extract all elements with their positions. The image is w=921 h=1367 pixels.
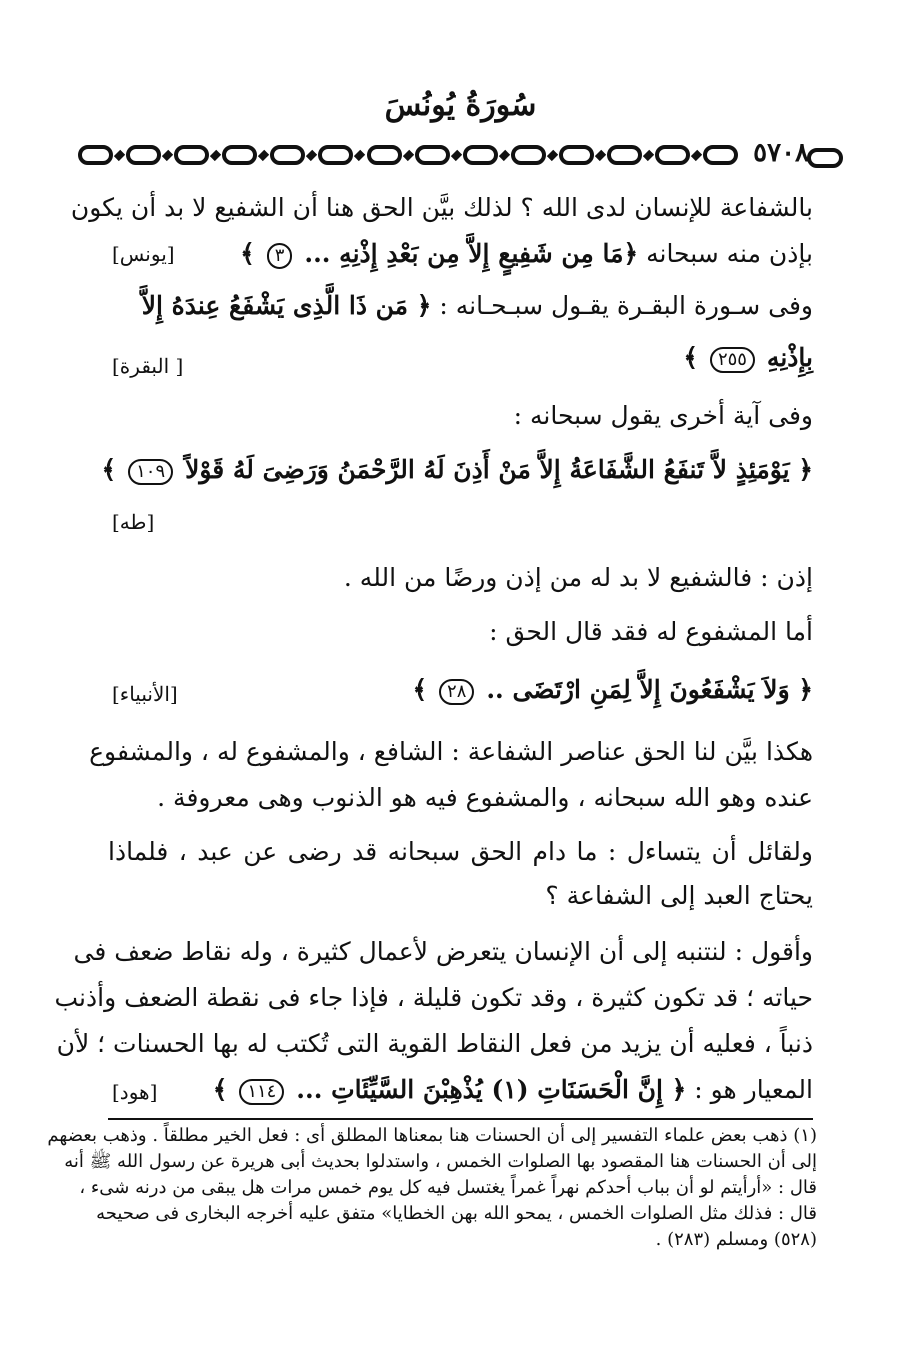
ornament-diamond	[547, 149, 558, 160]
ornament-oval	[78, 145, 113, 165]
ornament-diamond	[114, 149, 125, 160]
footnote-line: قال : فذلك مثل الصلوات الخمس ، يمحو الله بهن الخطايا» متفق عليه أخرجه البخارى فى صحيحه	[96, 1203, 817, 1224]
ornament-diamond	[258, 149, 269, 160]
quran-verse: ﴿ مَن ذَا الَّذِى يَشْفَعُ عِندَهُ إِلاَّ	[141, 291, 432, 320]
verse-end-bracket: ﴾	[212, 1075, 228, 1104]
quran-verse: ﴿ إِنَّ الْحَسَنَاتِ (١) يُذْهِبْنَ السَّيِّئَاتِ ...	[296, 1075, 687, 1104]
ornament-diamond	[210, 149, 221, 160]
ornament-oval	[270, 145, 305, 165]
text-line: بالشفاعة للإنسان لدى الله ؟ لذلك بيَّن الحق هنا أن الشفيع لا بد أن يكون	[70, 193, 813, 222]
text-line: وأقول : لنتنبه إلى أن الإنسان يتعرض لأعمال كثيرة ، وله نقاط ضعف فى	[73, 937, 813, 966]
ornament-diamond	[499, 149, 510, 160]
ornament-oval	[655, 145, 690, 165]
verse-end-bracket: ﴾	[240, 239, 255, 268]
surah-reference: [طه]	[112, 510, 155, 534]
ornament-diamond	[354, 149, 365, 160]
quran-verse: بِإِذْنِهِ	[766, 343, 813, 372]
quran-verse: ﴿ يَوْمَئِذٍ لاَّ تَنفَعُ الشَّفَاعَةُ إِلاَّ مَنْ أَذِنَ لَهُ الرَّحْمَنُ وَرَضِىَ لَهُ قَوْلاً	[185, 455, 813, 484]
footnote-line: (٥٢٨) ومسلم (٢٨٣) .	[655, 1229, 817, 1250]
quran-verse: ﴿ وَلاَ يَشْفَعُونَ إِلاَّ لِمَنِ ارْتَضَى ..	[486, 675, 813, 704]
ayah-number: ١١٤	[239, 1079, 284, 1105]
surah-reference: [ البقرة]	[112, 354, 184, 378]
ornament-oval	[415, 145, 450, 165]
ornament-diamond	[402, 149, 413, 160]
ornament-end-oval	[807, 148, 843, 168]
ornament-diamond	[450, 149, 461, 160]
text-line: عنده وهو الله سبحانه ، والمشفوع فيه هو الذنوب وهى معروفة .	[157, 783, 813, 812]
quran-verse: ﴿مَا مِن شَفِيعٍ إِلاَّ مِن بَعْدِ إِذْنِهِ ...	[304, 239, 639, 268]
ornament-diamond	[595, 149, 606, 160]
page-number: ٥٧٠٨	[753, 138, 809, 168]
text-line: وفى آية أخرى يقول سبحانه :	[513, 401, 813, 430]
text: المعيار هو :	[694, 1075, 813, 1104]
surah-reference: [الأنبياء]	[112, 682, 178, 706]
footnote-line: قال : «أرأيتم لو أن بباب أحدكم نهراً غمراً يغتسل فيه كل يوم خمس مرات هل يبقى من درنه شىء ،	[79, 1177, 817, 1198]
ornament-diamond	[306, 149, 317, 160]
ornament-oval	[607, 145, 642, 165]
ornament-oval	[703, 145, 738, 165]
verse-end-bracket: ﴾	[101, 455, 117, 484]
ornament-oval	[318, 145, 353, 165]
text-line: إذن : فالشفيع لا بد له من إذن ورضًا من الله .	[343, 563, 813, 592]
ayah-number: ٢٨	[439, 679, 474, 705]
text-line: ذنباً ، فعليه أن يزيد من فعل النقاط القوية التى تُكتب له بها الحسنات ؛ لأن	[56, 1029, 813, 1058]
text-line-with-verse	[108, 288, 813, 324]
surah-reference: [هود]	[112, 1080, 158, 1104]
text-line: حياته ؛ قد تكون كثيرة ، وقد تكون قليلة ، فإذا جاء فى نقطة الضعف وأذنب	[54, 983, 813, 1012]
ayah-number: ٢٥٥	[710, 347, 755, 373]
ornament-oval	[174, 145, 209, 165]
ornament-diamond	[162, 149, 173, 160]
text-line: هكذا بيَّن لنا الحق عناصر الشفاعة : الشافع ، والمشفوع له ، والمشفوع	[89, 737, 813, 766]
header-ornament	[78, 138, 843, 172]
footnote-line: إلى أن الحسنات هنا المقصود بها الصلوات الخمس ، واستدلوا بحديث أبى هريرة عن رسول الله ﷺ أنه	[64, 1151, 817, 1172]
text-line-with-verse	[108, 236, 813, 272]
ornament-oval	[126, 145, 161, 165]
text-line: يحتاج العبد إلى الشفاعة ؟	[545, 881, 813, 910]
ornament-oval	[511, 145, 546, 165]
ornament-oval	[559, 145, 594, 165]
text: وفى سـورة البقـرة يقـول سبـحـانه :	[439, 291, 813, 320]
footnote-divider	[108, 1118, 813, 1120]
footnote-line: (١) ذهب بعض علماء التفسير إلى أن الحسنات هنا بمعناها المطلق أى : فعل الخير مطلقاً . وذهب بعضهم	[47, 1125, 817, 1146]
ornament-oval	[222, 145, 257, 165]
text-line: أما المشفوع له فقد قال الحق :	[489, 617, 813, 646]
text-line-with-verse	[108, 1072, 813, 1108]
verse-line	[108, 340, 813, 376]
verse-end-bracket: ﴾	[412, 675, 428, 704]
ayah-number: ٣	[267, 243, 293, 269]
ornament-diamond	[691, 149, 702, 160]
surah-reference: [يونس]	[112, 242, 175, 266]
ornament-chain	[78, 146, 738, 164]
ornament-diamond	[643, 149, 654, 160]
ornament-oval	[367, 145, 402, 165]
verse-line	[108, 672, 813, 708]
text: بإذن منه سبحانه	[646, 239, 813, 268]
verse-line	[101, 452, 813, 488]
ornament-oval	[463, 145, 498, 165]
verse-end-bracket: ﴾	[683, 343, 698, 372]
ayah-number: ١٠٩	[128, 459, 173, 485]
text-line: ولقائل أن يتساءل : ما دام الحق سبحانه قد رضى عن عبد ، فلماذا	[108, 837, 813, 866]
surah-title: سُورَةُ يُونُسَ	[384, 88, 537, 123]
